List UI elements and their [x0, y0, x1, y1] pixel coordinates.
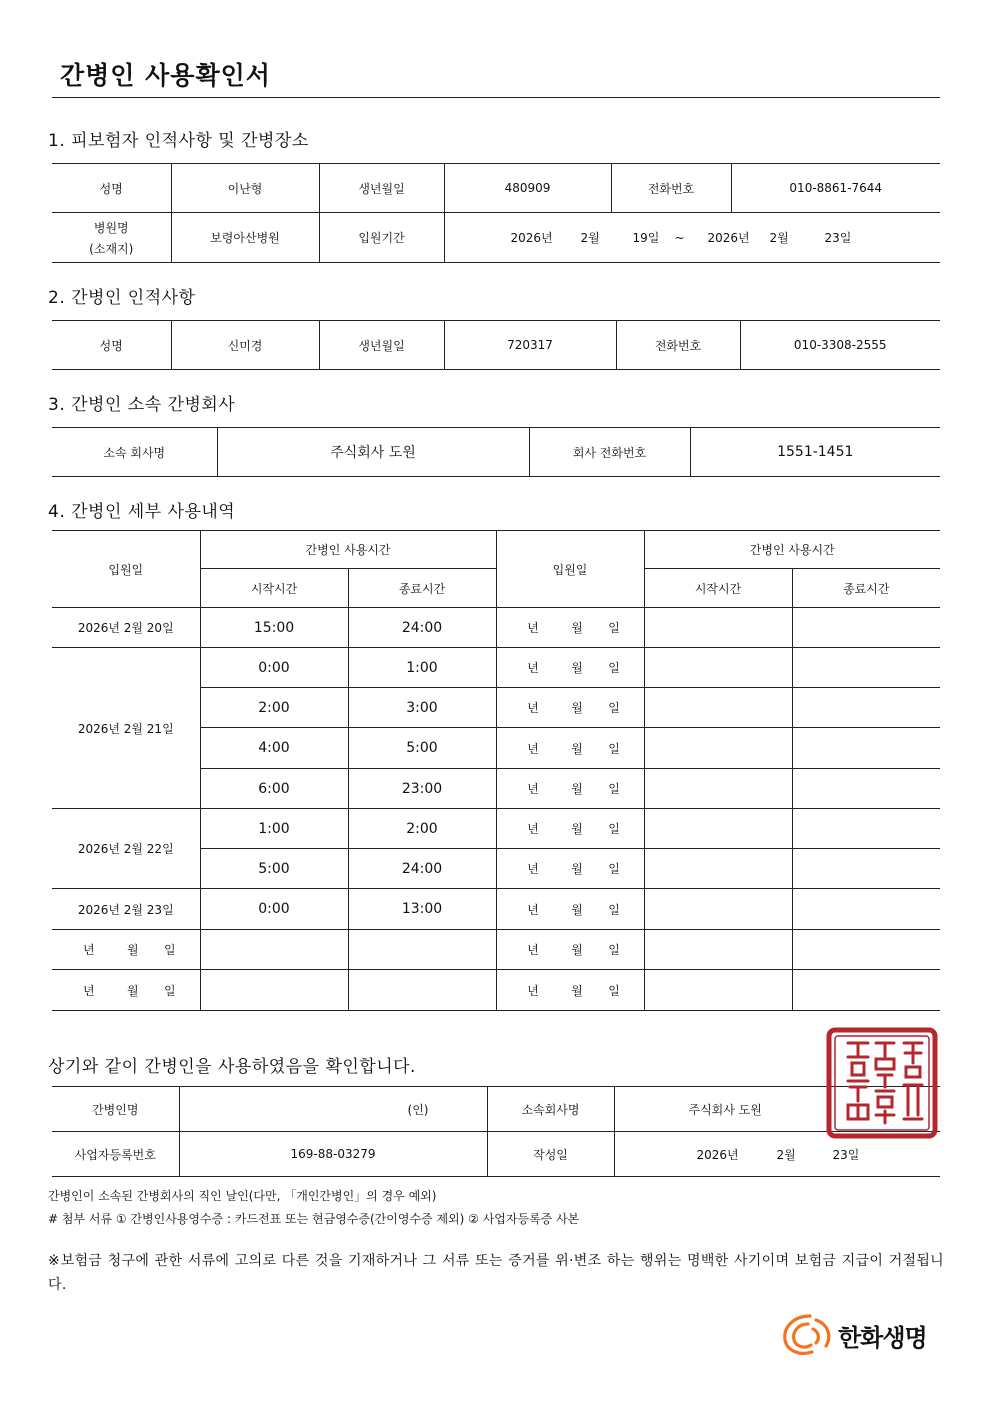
hospital-label: [52, 213, 171, 263]
blank-day: 일: [163, 983, 176, 998]
blank-month: 월: [571, 782, 583, 796]
usage-start-time: 6:00: [200, 769, 348, 809]
blank-day: 일: [608, 862, 620, 876]
blank-day: 일: [608, 983, 620, 998]
blank-day: 일: [608, 902, 620, 917]
right-start-header: 시작시간: [644, 569, 792, 608]
insured-name-label: 성명: [52, 164, 171, 213]
usage-end-time: 24:00: [348, 608, 496, 648]
section2-heading: 2. 간병인 인적사항: [48, 288, 196, 308]
blank-year: 년: [527, 661, 539, 675]
right-admission-header: 입원일: [496, 531, 644, 608]
company-seal-stamp: [826, 1027, 938, 1139]
seal-mark: (인): [407, 1102, 429, 1117]
blank-date-cell: [496, 769, 644, 809]
document-title: 간병인 사용확인서: [60, 61, 271, 90]
usage-start-time: 2:00: [200, 688, 348, 728]
blank-start-cell: [644, 728, 792, 769]
fraud-warning: ※보험금 청구에 관한 서류에 고의로 다른 것을 기재하거나 그 서류 또는 증거를 위·변조 하는 행위는 명백한 사기이며 보험금 지급이 거절됩니다.: [48, 1253, 944, 1293]
insured-info-table: [52, 163, 940, 263]
usage-date: 2026년 2월 20일: [52, 608, 200, 648]
blank-end-cell: [792, 849, 940, 889]
company-sign-text: 주식회사 도원: [688, 1102, 762, 1117]
period-start-day: 19일: [632, 231, 660, 245]
blank-start-cell: [200, 930, 348, 970]
blank-date-cell: [496, 809, 644, 849]
blank-date-cell: [52, 970, 200, 1011]
admission-period-label: 입원기간: [319, 213, 444, 263]
blank-date-cell: [496, 728, 644, 769]
hospital-label-line1: 병원명: [93, 220, 129, 235]
left-admission-header: 입원일: [52, 531, 200, 608]
left-start-header: 시작시간: [200, 569, 348, 608]
blank-year: 년: [527, 822, 539, 836]
period-start-year: 2026년: [510, 231, 553, 245]
blank-year: 년: [527, 701, 539, 715]
blank-month: 월: [571, 902, 583, 917]
blank-date-cell: [496, 648, 644, 688]
caregiver-signature-field: [179, 1087, 487, 1132]
blank-date-cell: [496, 889, 644, 930]
usage-start-time: 0:00: [200, 889, 348, 930]
attachments-note: # 첨부 서류 ① 간병인사용영수증 : 카드전표 또는 현금영수증(간이영수증 제외) ② 사업자등록증 사본: [48, 1212, 580, 1226]
blank-day: 일: [608, 822, 620, 836]
usage-date: 2026년 2월 21일: [52, 648, 200, 809]
blank-day: 일: [163, 943, 176, 957]
blank-year: 년: [527, 741, 539, 756]
insured-birth-label: 생년월일: [319, 164, 444, 213]
caregiver-phone-value: 010-3308-2555: [740, 321, 940, 370]
company-info-table: [52, 427, 940, 477]
hanwha-logo-text: 한화생명: [838, 1324, 927, 1352]
hospital-value: 보령아산병원: [171, 213, 319, 263]
caregiver-phone-label: 전화번호: [616, 321, 740, 370]
blank-year: 년: [527, 862, 539, 876]
caregiver-name-label: 성명: [52, 321, 171, 370]
caregiver-info-table: [52, 320, 940, 370]
blank-year: 년: [82, 983, 95, 998]
blank-end-cell: [348, 930, 496, 970]
blank-day: 일: [608, 782, 620, 796]
right-end-header: 종료시간: [792, 569, 940, 608]
insured-phone-value: 010-8861-7644: [731, 164, 940, 213]
blank-start-cell: [644, 930, 792, 970]
usage-end-time: 1:00: [348, 648, 496, 688]
blank-year: 년: [527, 943, 539, 957]
blank-end-cell: [348, 970, 496, 1011]
blank-end-cell: [792, 930, 940, 970]
usage-date: 2026년 2월 22일: [52, 809, 200, 889]
blank-end-cell: [792, 889, 940, 930]
usage-date: 2026년 2월 23일: [52, 889, 200, 930]
confirmation-statement: 상기와 같이 간병인을 사용하였음을 확인합니다.: [48, 1057, 416, 1077]
blank-start-cell: [644, 769, 792, 809]
blank-day: 일: [608, 621, 620, 635]
blank-end-cell: [792, 809, 940, 849]
caregiver-signature-label: 간병인명: [52, 1087, 179, 1132]
usage-start-time: 5:00: [200, 849, 348, 889]
blank-year: 년: [82, 943, 95, 957]
blank-month: 월: [126, 983, 139, 998]
blank-month: 월: [571, 701, 583, 715]
blank-end-cell: [792, 648, 940, 688]
period-start-month: 2월: [580, 231, 600, 245]
blank-start-cell: [644, 970, 792, 1011]
company-phone-label: 회사 전화번호: [529, 428, 690, 477]
usage-start-time: 1:00: [200, 809, 348, 849]
section1-heading: 1. 피보험자 인적사항 및 간병장소: [48, 131, 309, 151]
blank-date-cell: [496, 970, 644, 1011]
bizno-value: 169-88-03279: [179, 1132, 487, 1177]
company-sign-label: 소속회사명: [487, 1087, 614, 1132]
blank-start-cell: [644, 809, 792, 849]
company-name-label: 소속 회사명: [52, 428, 217, 477]
blank-day: 일: [608, 661, 620, 675]
usage-end-time: 23:00: [348, 769, 496, 809]
usage-start-time: 4:00: [200, 728, 348, 769]
hospital-label-line2: (소재지): [89, 241, 134, 256]
blank-month: 월: [571, 862, 583, 876]
title-divider: [52, 97, 940, 98]
blank-end-cell: [792, 688, 940, 728]
usage-end-time: 5:00: [348, 728, 496, 769]
left-end-header: 종료시간: [348, 569, 496, 608]
written-day: 23일: [832, 1147, 860, 1162]
blank-end-cell: [792, 728, 940, 769]
written-year: 2026년: [696, 1147, 739, 1162]
section3-heading: 3. 간병인 소속 간병회사: [48, 395, 236, 415]
blank-start-cell: [644, 608, 792, 648]
caregiver-name-value: 신미경: [171, 321, 319, 370]
blank-year: 년: [527, 782, 539, 796]
blank-date-cell: [52, 930, 200, 970]
blank-month: 월: [571, 741, 583, 756]
blank-month: 월: [571, 621, 583, 635]
blank-start-cell: [644, 688, 792, 728]
left-usage-header: 간병인 사용시간: [200, 531, 496, 569]
caregiver-birth-label: 생년월일: [319, 321, 444, 370]
blank-date-cell: [496, 608, 644, 648]
usage-end-time: 2:00: [348, 809, 496, 849]
blank-start-cell: [644, 889, 792, 930]
right-usage-header: 간병인 사용시간: [644, 531, 940, 569]
blank-date-cell: [496, 849, 644, 889]
period-end-day: 23일: [824, 231, 852, 245]
blank-date-cell: [496, 688, 644, 728]
blank-month: 월: [571, 943, 583, 957]
usage-end-time: 3:00: [348, 688, 496, 728]
seal-note: 간병인이 소속된 간병회사의 직인 날인(다만, 「개인간병인」의 경우 예외): [48, 1189, 437, 1203]
blank-start-cell: [200, 970, 348, 1011]
blank-end-cell: [792, 970, 940, 1011]
blank-day: 일: [608, 701, 620, 715]
blank-month: 월: [571, 661, 583, 675]
blank-day: 일: [608, 741, 620, 756]
blank-start-cell: [644, 849, 792, 889]
blank-date-cell: [496, 930, 644, 970]
confirmation-table: [52, 1086, 940, 1177]
period-end-year: 2026년: [707, 231, 750, 245]
blank-month: 월: [126, 943, 139, 957]
blank-end-cell: [792, 769, 940, 809]
written-date-label: 작성일: [487, 1132, 614, 1177]
insured-birth-value: 480909: [444, 164, 611, 213]
written-month: 2월: [776, 1147, 796, 1162]
blank-end-cell: [792, 608, 940, 648]
usage-end-time: 24:00: [348, 849, 496, 889]
period-end-month: 2월: [769, 231, 789, 245]
blank-start-cell: [644, 648, 792, 688]
hanwha-logo-icon: [780, 1312, 834, 1362]
bizno-label: 사업자등록번호: [52, 1132, 179, 1177]
insured-phone-label: 전화번호: [611, 164, 731, 213]
blank-year: 년: [527, 902, 539, 917]
usage-start-time: 15:00: [200, 608, 348, 648]
insured-name-value: 이난형: [171, 164, 319, 213]
blank-year: 년: [527, 621, 539, 635]
blank-year: 년: [527, 983, 539, 998]
blank-month: 월: [571, 983, 583, 998]
section4-heading: 4. 간병인 세부 사용내역: [48, 502, 236, 522]
blank-month: 월: [571, 822, 583, 836]
usage-detail-table: [52, 530, 940, 1011]
usage-start-time: 0:00: [200, 648, 348, 688]
company-phone-value: 1551-1451: [690, 428, 940, 477]
company-name-value: 주식회사 도원: [217, 428, 529, 477]
usage-end-time: 13:00: [348, 889, 496, 930]
admission-period-value: [444, 213, 940, 263]
period-tilde: ~: [674, 231, 685, 245]
caregiver-birth-value: 720317: [444, 321, 616, 370]
blank-day: 일: [608, 943, 620, 957]
